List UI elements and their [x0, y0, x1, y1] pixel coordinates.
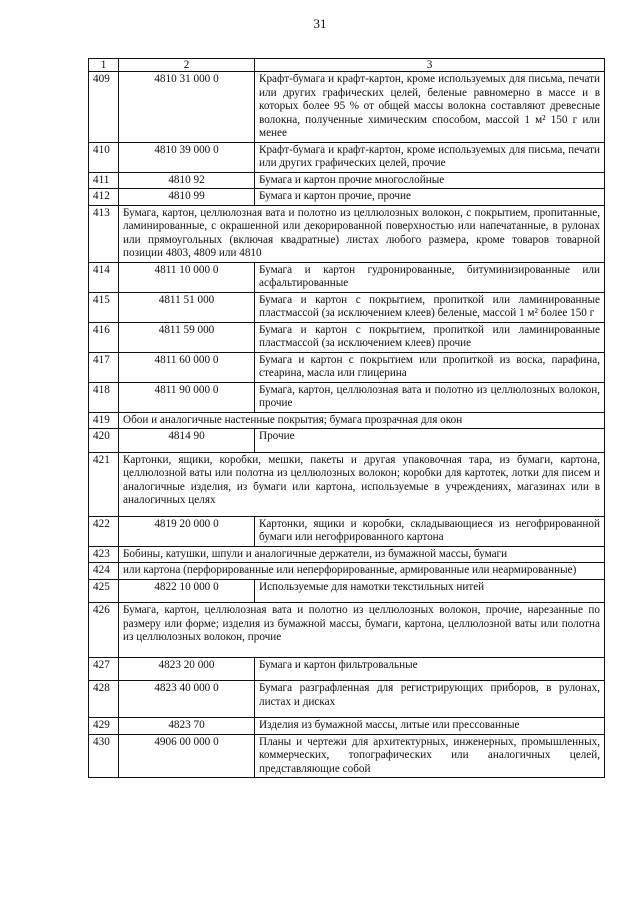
table-row	[89, 579, 605, 603]
row-number: 421	[89, 452, 119, 516]
row-number: 415	[89, 292, 119, 322]
row-description: Бумага и картон с покрытием, пропиткой или ламинированные пластмассой (за исключением клеев) прочие	[255, 322, 605, 352]
row-code: 4810 99	[119, 189, 255, 206]
table-row	[89, 516, 605, 546]
table-row	[89, 322, 605, 352]
row-description: Бумага и картон с покрытием, пропиткой или ламинированные пластмассой (за исключением клеев) беленые, массой 1 м² более 150 г	[255, 292, 605, 322]
table-row	[89, 72, 605, 143]
row-number: 419	[89, 412, 119, 429]
table-row	[89, 452, 605, 516]
table-row	[89, 352, 605, 382]
row-number: 414	[89, 262, 119, 292]
table-row	[89, 563, 605, 580]
row-description: Бумага, картон, целлюлозная вата и полотно из целлюлозных волокон, прочие	[255, 382, 605, 412]
row-code: 4811 60 000 0	[119, 352, 255, 382]
table-row	[89, 603, 605, 658]
tariff-table	[88, 58, 605, 778]
row-description: Используемые для намотки текстильных нитей	[255, 579, 605, 603]
row-heading-description: Бумага, картон, целлюлозная вата и полотно из целлюлозных волокон, прочие, нарезанные по размеру или форме; изделия из бумажной массы, бумаги, картона, целлюлозной ваты или полотна из целлюлозных волокон, прочие	[119, 603, 605, 658]
row-number: 420	[89, 429, 119, 453]
row-number: 428	[89, 681, 119, 718]
table-row	[89, 205, 605, 262]
table-row	[89, 429, 605, 453]
row-description: Крафт-бумага и крафт-картон, кроме используемых для письма, печати или других графических целей, прочие	[255, 142, 605, 172]
row-code: 4819 20 000 0	[119, 516, 255, 546]
table-row	[89, 142, 605, 172]
row-code: 4810 39 000 0	[119, 142, 255, 172]
row-number: 409	[89, 72, 119, 143]
row-code: 4811 51 000	[119, 292, 255, 322]
row-number: 417	[89, 352, 119, 382]
row-description: Бумага и картон фильтровальные	[255, 657, 605, 681]
row-description: Бумага и картон прочие, прочие	[255, 189, 605, 206]
row-number: 427	[89, 657, 119, 681]
row-heading-description: Картонки, ящики, коробки, мешки, пакеты и другая упаковочная тара, из бумаги, картона, целлюлозной ваты или полотна из целлюлозных волокон; коробки для картотек, лотки для писем и аналогичные изделия, из бумаги или картона, используемые в учреждениях, магазинах или в аналогичных целях	[119, 452, 605, 516]
row-description: Бумага и картон с покрытием или пропиткой из воска, парафина, стеарина, масла или глицерина	[255, 352, 605, 382]
row-heading-description: или картона (перфорированные или неперфорированные, армированные или неармированные)	[119, 563, 605, 580]
row-code: 4811 59 000	[119, 322, 255, 352]
table-row	[89, 189, 605, 206]
row-description: Бумага и картон прочие многослойные	[255, 172, 605, 189]
row-code: 4814 90	[119, 429, 255, 453]
row-description: Изделия из бумажной массы, литые или прессованные	[255, 718, 605, 735]
row-number: 422	[89, 516, 119, 546]
row-code: 4822 10 000 0	[119, 579, 255, 603]
row-code: 4811 10 000 0	[119, 262, 255, 292]
row-code: 4906 00 000 0	[119, 734, 255, 778]
row-heading-description: Обои и аналогичные настенные покрытия; бумага прозрачная для окон	[119, 412, 605, 429]
row-number: 411	[89, 172, 119, 189]
row-number: 426	[89, 603, 119, 658]
row-code: 4823 70	[119, 718, 255, 735]
table-row	[89, 681, 605, 718]
row-number: 418	[89, 382, 119, 412]
table-row	[89, 262, 605, 292]
row-description: Картонки, ящики и коробки, складывающиеся из негофрированной бумаги или негофрированного картона	[255, 516, 605, 546]
table-row	[89, 734, 605, 778]
table-header-row	[89, 59, 605, 72]
table-row	[89, 718, 605, 735]
row-number: 423	[89, 546, 119, 563]
row-number: 416	[89, 322, 119, 352]
row-number: 425	[89, 579, 119, 603]
row-description: Крафт-бумага и крафт-картон, кроме используемых для письма, печати или других графических целей, беленые равномерно в массе и в которых более 95 % от общей массы волокна составляют древесные волокна, полученные химическим способом, массой 1 м² 150 г или менее	[255, 72, 605, 143]
row-heading-description: Бумага, картон, целлюлозная вата и полотно из целлюлозных волокон, с покрытием, пропитанные, ламинированные, с окрашенной или декорированной поверхностью или напечатанные, в рулонах или прямоугольных (включая квадратные) листах любого размера, кроме товаров товарной позиции 4803, 4809 или 4810	[119, 205, 605, 262]
table-row	[89, 657, 605, 681]
row-code: 4823 40 000 0	[119, 681, 255, 718]
row-code: 4810 31 000 0	[119, 72, 255, 143]
row-number: 429	[89, 718, 119, 735]
row-description: Бумага и картон гудронированные, битуминизированные или асфальтированные	[255, 262, 605, 292]
row-description: Планы и чертежи для архитектурных, инженерных, промышленных, коммерческих, топографических или аналогичных целей, представляющие собой	[255, 734, 605, 778]
row-description: Бумага разграфленная для регистрирующих приборов, в рулонах, листах и дисках	[255, 681, 605, 718]
table-row	[89, 546, 605, 563]
row-heading-description: Бобины, катушки, шпули и аналогичные держатели, из бумажной массы, бумаги	[119, 546, 605, 563]
header-col-1: 1	[89, 59, 119, 72]
row-number: 430	[89, 734, 119, 778]
table-row	[89, 382, 605, 412]
table-row	[89, 292, 605, 322]
row-code: 4811 90 000 0	[119, 382, 255, 412]
header-col-3: 3	[255, 59, 605, 72]
table-row	[89, 412, 605, 429]
row-code: 4823 20 000	[119, 657, 255, 681]
row-number: 412	[89, 189, 119, 206]
row-description: Прочие	[255, 429, 605, 453]
row-number: 424	[89, 563, 119, 580]
row-code: 4810 92	[119, 172, 255, 189]
header-col-2: 2	[119, 59, 255, 72]
row-number: 413	[89, 205, 119, 262]
row-number: 410	[89, 142, 119, 172]
page-number: 31	[313, 16, 327, 31]
table-row	[89, 172, 605, 189]
